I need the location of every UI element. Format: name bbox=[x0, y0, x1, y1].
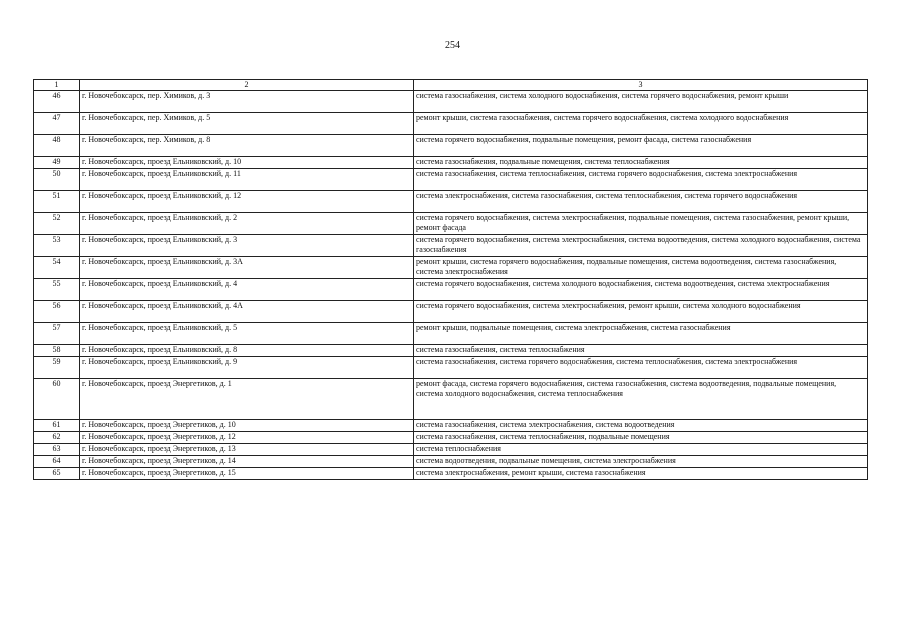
row-works: система теплоснабжения bbox=[414, 444, 868, 456]
row-address: г. Новочебоксарск, проезд Ельниковский, д. 12 bbox=[80, 191, 414, 213]
row-address: г. Новочебоксарск, проезд Ельниковский, д. 3 bbox=[80, 235, 414, 257]
row-number: 53 bbox=[34, 235, 80, 257]
row-works: система электроснабжения, ремонт крыши, система газоснабжения bbox=[414, 468, 868, 480]
table-row bbox=[34, 257, 868, 279]
row-address: г. Новочебоксарск, проезд Энергетиков, д. 15 bbox=[80, 468, 414, 480]
table-row bbox=[34, 357, 868, 379]
table-row bbox=[34, 169, 868, 191]
row-number: 47 bbox=[34, 113, 80, 135]
row-works: система горячего водоснабжения, подвальные помещения, ремонт фасада, система газоснабжения bbox=[414, 135, 868, 157]
row-address: г. Новочебоксарск, пер. Химиков, д. 5 bbox=[80, 113, 414, 135]
row-address: г. Новочебоксарск, проезд Ельниковский, д. 5 bbox=[80, 323, 414, 345]
row-address: г. Новочебоксарск, проезд Энергетиков, д. 14 bbox=[80, 456, 414, 468]
row-number: 58 bbox=[34, 345, 80, 357]
column-header-number: 1 bbox=[34, 80, 80, 91]
row-address: г. Новочебоксарск, проезд Ельниковский, д. 9 bbox=[80, 357, 414, 379]
row-number: 52 bbox=[34, 213, 80, 235]
row-number: 61 bbox=[34, 420, 80, 432]
row-address: г. Новочебоксарск, проезд Ельниковский, д. 10 bbox=[80, 157, 414, 169]
table-header-row bbox=[34, 80, 868, 91]
row-number: 64 bbox=[34, 456, 80, 468]
row-works: система электроснабжения, система газоснабжения, система теплоснабжения, система горячего водоснабжения bbox=[414, 191, 868, 213]
repair-works-table bbox=[33, 79, 868, 480]
row-address: г. Новочебоксарск, проезд Ельниковский, д. 8 bbox=[80, 345, 414, 357]
table-row bbox=[34, 301, 868, 323]
row-number: 62 bbox=[34, 432, 80, 444]
row-address: г. Новочебоксарск, проезд Ельниковский, д. 4А bbox=[80, 301, 414, 323]
column-header-address: 2 bbox=[80, 80, 414, 91]
row-number: 49 bbox=[34, 157, 80, 169]
table-row bbox=[34, 235, 868, 257]
row-works: система газоснабжения, система теплоснабжения bbox=[414, 345, 868, 357]
row-address: г. Новочебоксарск, пер. Химиков, д. 3 bbox=[80, 91, 414, 113]
table-row bbox=[34, 213, 868, 235]
row-works: система газоснабжения, система холодного водоснабжения, система горячего водоснабжения, ремонт крыши bbox=[414, 91, 868, 113]
row-address: г. Новочебоксарск, проезд Ельниковский, д. 3А bbox=[80, 257, 414, 279]
table-row bbox=[34, 323, 868, 345]
row-works: система газоснабжения, система электроснабжения, система водоотведения bbox=[414, 420, 868, 432]
row-number: 57 bbox=[34, 323, 80, 345]
row-address: г. Новочебоксарск, проезд Ельниковский, д. 4 bbox=[80, 279, 414, 301]
row-works: система горячего водоснабжения, система электроснабжения, подвальные помещения, система газоснабжения, ремонт крыши, ремонт фасада bbox=[414, 213, 868, 235]
row-number: 59 bbox=[34, 357, 80, 379]
row-works: система газоснабжения, система теплоснабжения, подвальные помещения bbox=[414, 432, 868, 444]
row-works: ремонт фасада, система горячего водоснабжения, система газоснабжения, система водоотведения, подвальные помещения, система холодного водоснабжения, система теплоснабжения bbox=[414, 379, 868, 420]
table-row bbox=[34, 420, 868, 432]
table-row bbox=[34, 379, 868, 420]
row-number: 50 bbox=[34, 169, 80, 191]
row-address: г. Новочебоксарск, проезд Энергетиков, д. 10 bbox=[80, 420, 414, 432]
column-header-works: 3 bbox=[414, 80, 868, 91]
row-number: 63 bbox=[34, 444, 80, 456]
table-row bbox=[34, 135, 868, 157]
row-works: система водоотведения, подвальные помещения, система электроснабжения bbox=[414, 456, 868, 468]
row-works: система горячего водоснабжения, система холодного водоснабжения, система водоотведения, система электроснабжения bbox=[414, 279, 868, 301]
row-works: система газоснабжения, подвальные помещения, система теплоснабжения bbox=[414, 157, 868, 169]
table-row bbox=[34, 468, 868, 480]
row-number: 60 bbox=[34, 379, 80, 420]
row-number: 54 bbox=[34, 257, 80, 279]
row-number: 56 bbox=[34, 301, 80, 323]
row-works: ремонт крыши, подвальные помещения, система электроснабжения, система газоснабжения bbox=[414, 323, 868, 345]
row-number: 65 bbox=[34, 468, 80, 480]
row-works: система газоснабжения, система теплоснабжения, система горячего водоснабжения, система электроснабжения bbox=[414, 169, 868, 191]
table-row bbox=[34, 345, 868, 357]
row-address: г. Новочебоксарск, проезд Энергетиков, д. 1 bbox=[80, 379, 414, 420]
row-works: ремонт крыши, система газоснабжения, система горячего водоснабжения, система холодного водоснабжения bbox=[414, 113, 868, 135]
row-number: 55 bbox=[34, 279, 80, 301]
table-row bbox=[34, 191, 868, 213]
table-row bbox=[34, 456, 868, 468]
table-row bbox=[34, 113, 868, 135]
row-works: система горячего водоснабжения, система электроснабжения, система водоотведения, система холодного водоснабжения, система газоснабжения bbox=[414, 235, 868, 257]
row-address: г. Новочебоксарск, проезд Энергетиков, д. 12 bbox=[80, 432, 414, 444]
row-number: 51 bbox=[34, 191, 80, 213]
table-row bbox=[34, 444, 868, 456]
table-row bbox=[34, 157, 868, 169]
row-address: г. Новочебоксарск, проезд Ельниковский, д. 2 bbox=[80, 213, 414, 235]
table-row bbox=[34, 432, 868, 444]
page-number: 254 bbox=[445, 40, 460, 51]
row-works: ремонт крыши, система горячего водоснабжения, подвальные помещения, система водоотведения, система газоснабжения, система электроснабжения bbox=[414, 257, 868, 279]
table-row bbox=[34, 279, 868, 301]
row-number: 48 bbox=[34, 135, 80, 157]
table-row bbox=[34, 91, 868, 113]
row-address: г. Новочебоксарск, проезд Ельниковский, д. 11 bbox=[80, 169, 414, 191]
row-number: 46 bbox=[34, 91, 80, 113]
row-works: система газоснабжения, система горячего водоснабжения, система теплоснабжения, система электроснабжения bbox=[414, 357, 868, 379]
row-works: система горячего водоснабжения, система электроснабжения, ремонт крыши, система холодного водоснабжения bbox=[414, 301, 868, 323]
row-address: г. Новочебоксарск, пер. Химиков, д. 8 bbox=[80, 135, 414, 157]
row-address: г. Новочебоксарск, проезд Энергетиков, д. 13 bbox=[80, 444, 414, 456]
